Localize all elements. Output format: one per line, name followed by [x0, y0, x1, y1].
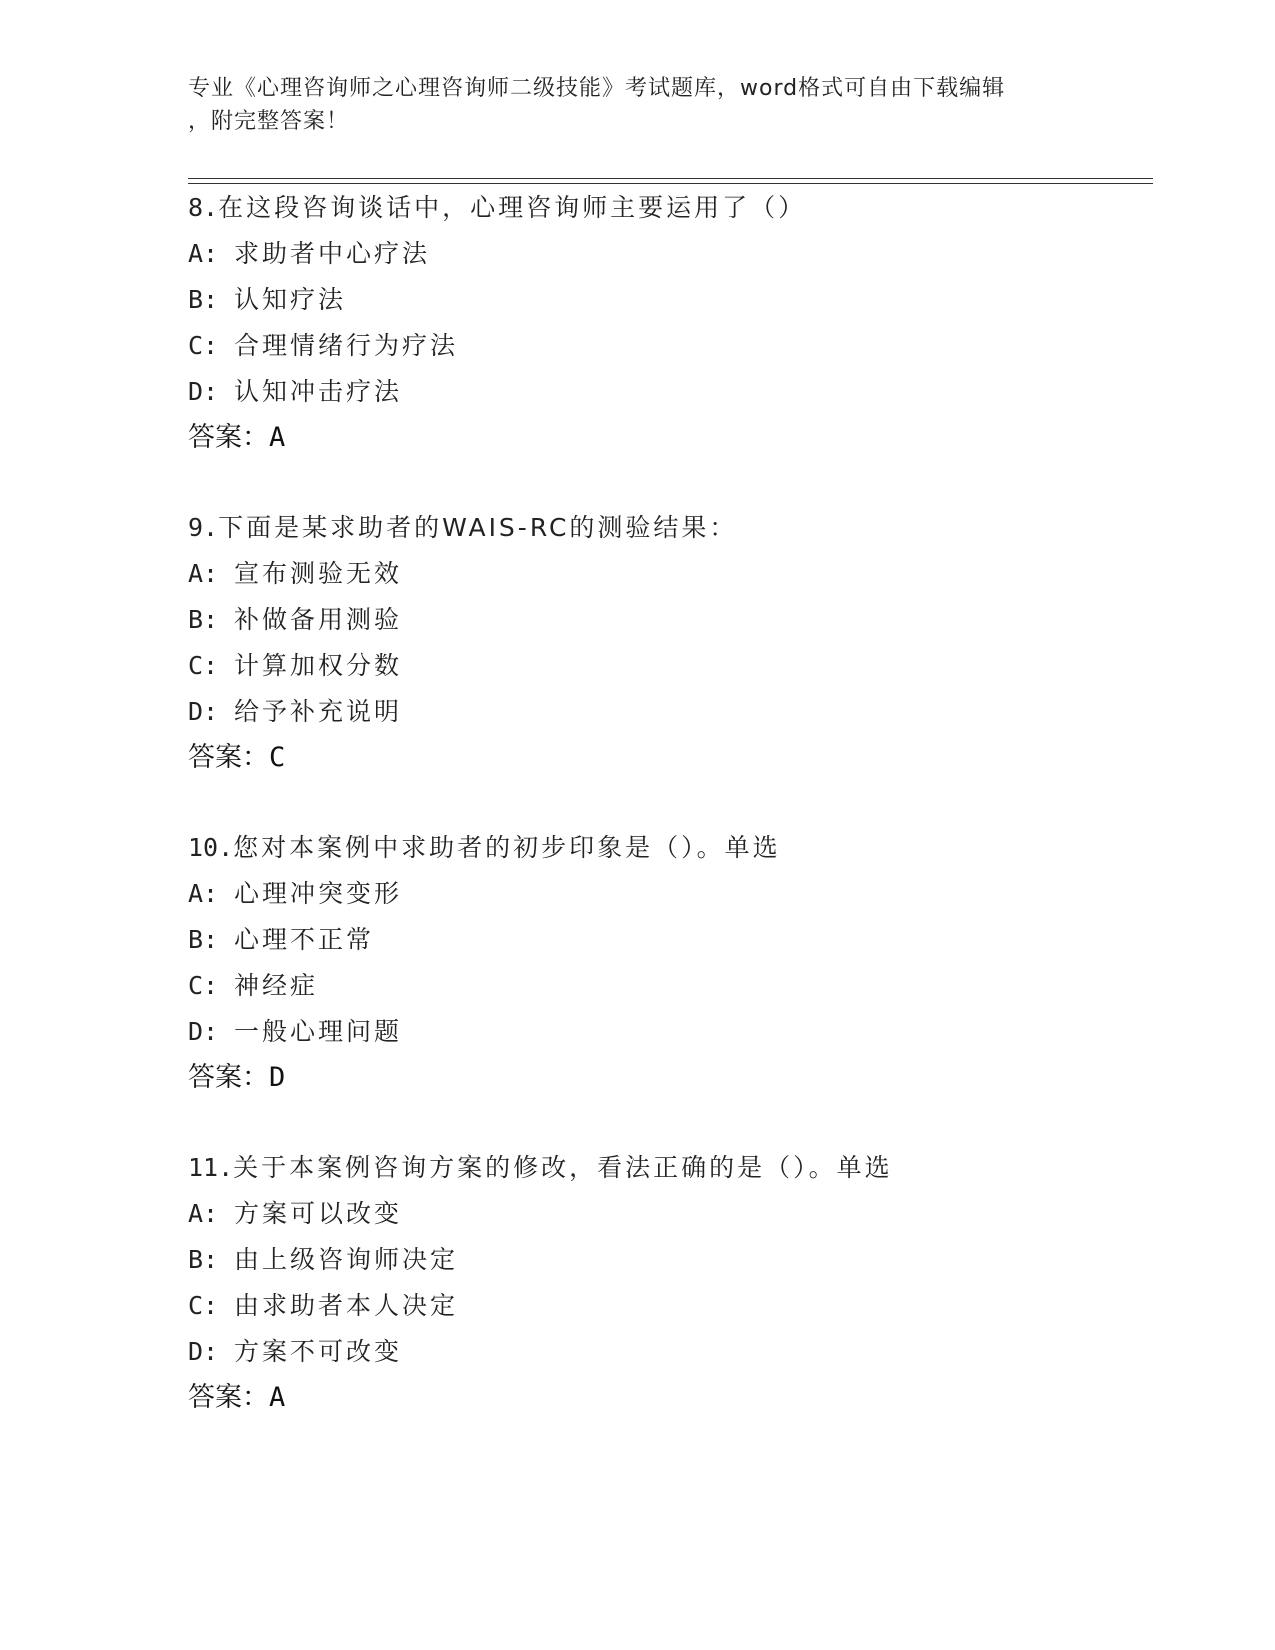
option-a — [188, 551, 1153, 597]
answer-label: 答案： — [188, 742, 269, 773]
option-c — [188, 643, 1153, 689]
answer-value: D — [269, 1062, 286, 1093]
answer-label: 答案： — [188, 1062, 269, 1093]
option-d — [188, 1329, 1153, 1375]
answer-value: C — [269, 742, 286, 773]
option-b — [188, 597, 1153, 643]
question-number: 8. — [188, 193, 219, 222]
question-10 — [188, 825, 1153, 1101]
option-b — [188, 1237, 1153, 1283]
question-number: 9. — [188, 513, 219, 542]
option-a — [188, 231, 1153, 277]
question-8 — [188, 185, 1153, 461]
option-text: 给予补充说明 — [234, 697, 403, 726]
option-c — [188, 1283, 1153, 1329]
option-key: C: — [188, 651, 219, 680]
option-key: B: — [188, 285, 219, 314]
option-d — [188, 689, 1153, 735]
option-text: 合理情绪行为疗法 — [234, 331, 459, 360]
option-key: D: — [188, 1337, 219, 1366]
answer-line — [188, 735, 1153, 781]
option-key: A: — [188, 559, 219, 588]
option-text: 心理冲突变形 — [234, 879, 403, 908]
question-11 — [188, 1145, 1153, 1421]
answer-value: A — [269, 422, 286, 453]
option-key: A: — [188, 239, 219, 268]
question-9 — [188, 505, 1153, 781]
question-text: 下面是某求助者的WAIS-RC的测验结果： — [218, 513, 738, 542]
option-text: 宣布测验无效 — [234, 559, 403, 588]
question-stem — [188, 505, 1153, 551]
question-stem — [188, 825, 1153, 871]
answer-line — [188, 1055, 1153, 1101]
option-key: D: — [188, 377, 219, 406]
question-stem — [188, 1145, 1153, 1191]
option-key: D: — [188, 697, 219, 726]
option-key: A: — [188, 1199, 219, 1228]
answer-label: 答案： — [188, 422, 269, 453]
document-header — [188, 72, 1088, 138]
option-text: 方案不可改变 — [234, 1337, 403, 1366]
option-key: B: — [188, 925, 219, 954]
option-b — [188, 917, 1153, 963]
option-key: C: — [188, 971, 219, 1000]
option-key: C: — [188, 331, 219, 360]
answer-line — [188, 415, 1153, 461]
question-number: 10. — [188, 833, 234, 862]
option-text: 认知疗法 — [234, 285, 347, 314]
question-text: 在这段咨询谈话中，心理咨询师主要运用了（） — [218, 193, 807, 222]
option-text: 补做备用测验 — [234, 605, 403, 634]
option-text: 计算加权分数 — [234, 651, 403, 680]
answer-label: 答案： — [188, 1382, 269, 1413]
option-text: 求助者中心疗法 — [234, 239, 431, 268]
question-number: 11. — [188, 1153, 234, 1182]
header-line-2: ，附完整答案！ — [188, 109, 350, 134]
option-text: 心理不正常 — [234, 925, 375, 954]
option-key: B: — [188, 1245, 219, 1274]
option-b — [188, 277, 1153, 323]
option-text: 认知冲击疗法 — [234, 377, 403, 406]
header-divider-bottom — [188, 183, 1153, 184]
option-key: D: — [188, 1017, 219, 1046]
question-text: 您对本案例中求助者的初步印象是（）。单选 — [233, 833, 781, 862]
option-key: A: — [188, 879, 219, 908]
question-text: 关于本案例咨询方案的修改，看法正确的是（）。单选 — [233, 1153, 893, 1182]
option-text: 由求助者本人决定 — [234, 1291, 459, 1320]
header-line-1: 专业《心理咨询师之心理咨询师二级技能》考试题库，word格式可自由下载编辑 — [188, 76, 1006, 101]
option-c — [188, 963, 1153, 1009]
option-c — [188, 323, 1153, 369]
option-d — [188, 369, 1153, 415]
question-stem — [188, 185, 1153, 231]
option-key: C: — [188, 1291, 219, 1320]
answer-line — [188, 1375, 1153, 1421]
header-divider-top — [188, 178, 1153, 179]
option-a — [188, 871, 1153, 917]
option-key: B: — [188, 605, 219, 634]
option-a — [188, 1191, 1153, 1237]
option-text: 方案可以改变 — [234, 1199, 403, 1228]
option-text: 由上级咨询师决定 — [234, 1245, 459, 1274]
option-text: 一般心理问题 — [234, 1017, 403, 1046]
option-d — [188, 1009, 1153, 1055]
option-text: 神经症 — [234, 971, 319, 1000]
answer-value: A — [269, 1382, 286, 1413]
